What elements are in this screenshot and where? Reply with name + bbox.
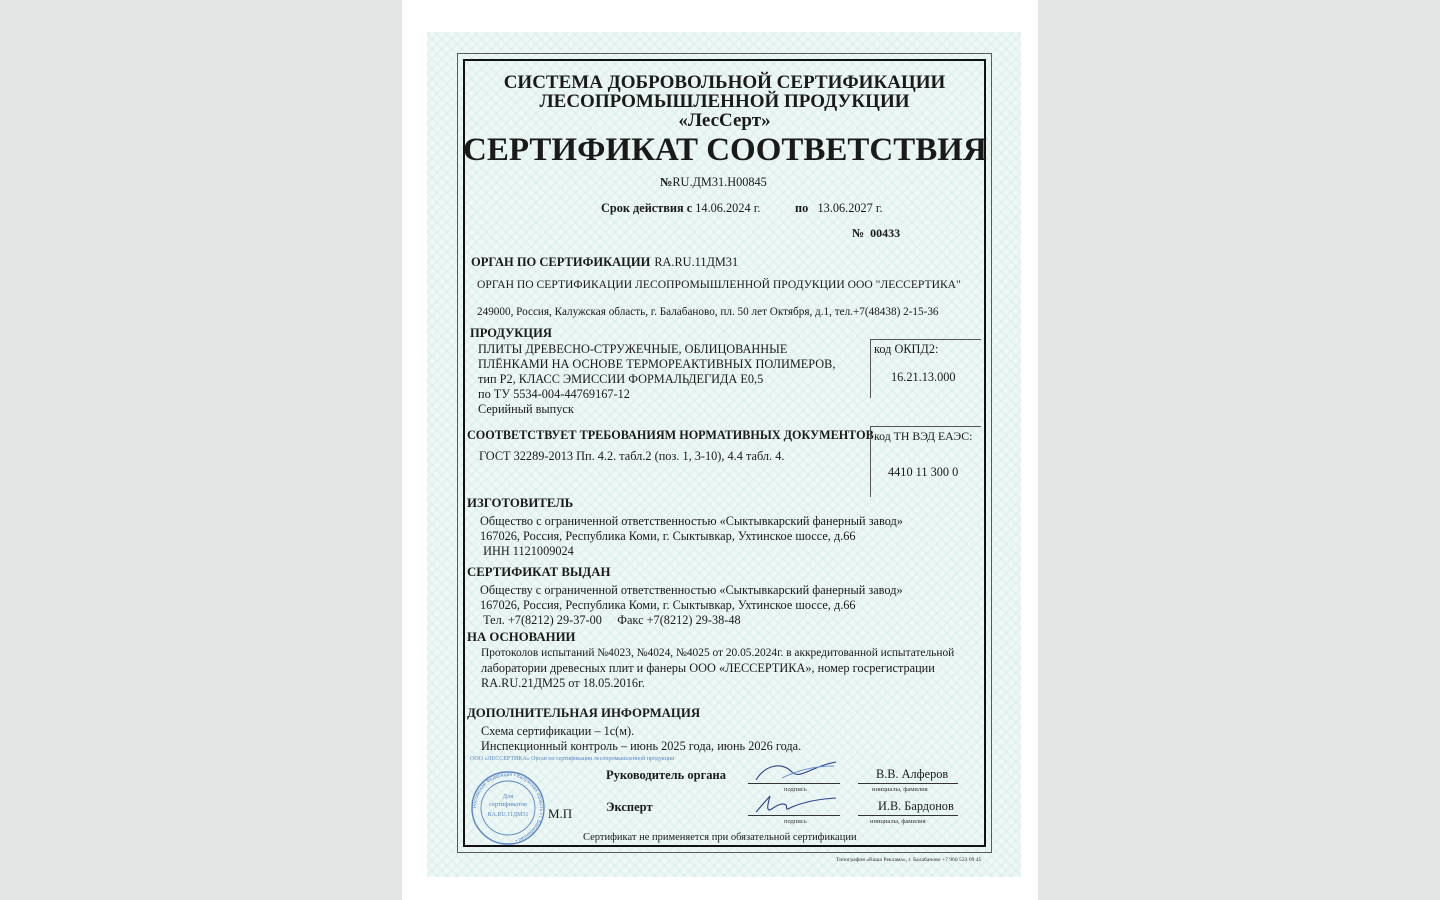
manufacturer-line: 167026, Россия, Республика Коми, г. Сыктывкар, Ухтинское шоссе, д.66 — [480, 529, 856, 543]
stamp-place-label: М.П — [548, 806, 573, 821]
certification-body-name: ОРГАН ПО СЕРТИФИКАЦИИ ЛЕСОПРОМЫШЛЕННОЙ ПРОДУКЦИИ ООО "ЛЕССЕРТИКА" — [477, 278, 961, 291]
additional-info-line: Схема сертификации – 1с(м). — [481, 724, 635, 738]
manufacturer-line: Общество с ограниченной ответственностью «Сыктывкарский фанерный завод» — [480, 514, 903, 528]
expert-signature-caption: подпись — [784, 818, 807, 825]
tnved-label: код ТН ВЭД ЕАЭС: — [874, 429, 973, 443]
system-title-line1: СИСТЕМА ДОБРОВОЛЬНОЙ СЕРТИФИКАЦИИ — [503, 72, 946, 93]
stamp-inner-text-line: ООО «ЛЕССЕРТИКА» Орган по сертификации лесопромышленной продукции — [470, 756, 675, 762]
valid-from: 14.06.2024 г. — [695, 201, 761, 215]
basis-line: RA.RU.21ДМ25 от 18.05.2016г. — [481, 676, 645, 690]
additional-info-line: Инспекционный контроль – июнь 2025 года, июнь 2026 года. — [481, 739, 802, 753]
certification-body-header — [471, 253, 738, 271]
printer-credit: Типография «Ваша Реклама», г. Балабаново +7 960 523 09 45 — [836, 857, 982, 863]
validity-to-label: по — [795, 201, 809, 215]
okpd-label: код ОКПД2: — [874, 342, 939, 356]
stamp-code: RA.RU.11ДМ31 — [487, 812, 529, 818]
expert-name: И.В. Бардонов — [878, 799, 954, 813]
issued-to-label: СЕРТИФИКАТ ВЫДАН — [467, 565, 611, 579]
compliance-text: ГОСТ 32289-2013 Пп. 4.2. табл.2 (поз. 1, 3-10), 4.4 табл. 4. — [479, 449, 785, 463]
validity-label: Срок действия с — [601, 201, 693, 215]
okpd-value: 16.21.13.000 — [891, 370, 956, 384]
form-number-value: 00433 — [870, 226, 901, 240]
certification-body-address: 249000, Россия, Калужская область, г. Балабаново, пл. 50 лет Октября, д.1, тел.+7(48438) 2-15-36 — [477, 306, 939, 318]
head-label: Руководитель органа — [606, 768, 726, 782]
head-signature-caption: подпись — [784, 786, 807, 793]
issued-to-line: Тел. +7(8212) 29-37-00 Факс +7(8212) 29-38-48 — [480, 613, 741, 627]
product-line: тип Р2, КЛАСС ЭМИССИИ ФОРМАЛЬДЕГИДА Е0,5 — [478, 372, 764, 386]
system-name: «ЛесСерт» — [678, 110, 771, 131]
issued-to-line: Обществу с ограниченной ответственностью «Сыктывкарский фанерный завод» — [480, 583, 903, 597]
expert-name-line — [858, 815, 958, 816]
head-name-line — [858, 783, 958, 784]
issued-to-line: 167026, Россия, Республика Коми, г. Сыктывкар, Ухтинское шоссе, д.66 — [480, 598, 856, 612]
validity-to — [795, 201, 883, 215]
tnved-value: 4410 11 300 0 — [888, 465, 959, 479]
basis-label: НА ОСНОВАНИИ — [467, 630, 576, 644]
stamp-center-text: Для сертификатов — [489, 793, 527, 808]
certificate-number — [660, 175, 767, 189]
compliance-label: СООТВЕТСТВУЕТ ТРЕБОВАНИЯМ НОРМАТИВНЫХ ДОКУМЕНТОВ — [467, 428, 874, 442]
product-line: ПЛЁНКАМИ НА ОСНОВЕ ТЕРМОРЕАКТИВНЫХ ПОЛИМЕРОВ, — [478, 357, 836, 371]
head-name: В.В. Алферов — [876, 767, 949, 781]
certification-body-code: RA.RU.11ДМ31 — [654, 255, 739, 269]
head-name-caption: инициалы, фамилия — [872, 786, 928, 793]
expert-signature-mark — [752, 794, 838, 814]
expert-name-caption: инициалы, фамилия — [870, 818, 926, 825]
system-title-line2: ЛЕСОПРОМЫШЛЕННОЙ ПРОДУКЦИИ — [539, 91, 910, 112]
product-line: по ТУ 5534-004-44769167-12 — [478, 387, 630, 401]
document-title: СЕРТИФИКАТ СООТВЕТСТВИЯ — [463, 132, 987, 168]
additional-info-label: ДОПОЛНИТЕЛЬНАЯ ИНФОРМАЦИЯ — [467, 706, 701, 720]
valid-to: 13.06.2027 г. — [817, 201, 883, 215]
expert-label: Эксперт — [606, 800, 653, 814]
product-label: ПРОДУКЦИЯ — [470, 326, 552, 340]
manufacturer-line: ИНН 1121009024 — [480, 544, 574, 558]
certificate-number-value: RU.ДМ31.Н00845 — [672, 175, 767, 189]
basis-line: лаборатории древесных плит и фанеры ООО «ЛЕССЕРТИКА», номер госрегистрации — [481, 661, 935, 675]
footer-note: Сертификат не применяется при обязательной сертификации — [583, 832, 857, 843]
number-sign: № — [660, 175, 673, 189]
form-number — [852, 226, 900, 240]
basis-line: Протоколов испытаний №4023, №4024, №4025 от 20.05.2024г. в аккредитованной испытательной — [481, 647, 955, 659]
head-signature-mark — [752, 760, 838, 782]
stamp-outer-text: Российская Федерация • Калужская область • г. Балабаново • — [471, 771, 545, 844]
certification-body-label: ОРГАН ПО СЕРТИФИКАЦИИ — [471, 255, 651, 269]
head-signature-line — [748, 783, 840, 784]
product-line: ПЛИТЫ ДРЕВЕСНО-СТРУЖЕЧНЫЕ, ОБЛИЦОВАННЫЕ — [478, 342, 788, 356]
manufacturer-label: ИЗГОТОВИТЕЛЬ — [467, 496, 574, 510]
form-number-sign: № — [852, 226, 865, 240]
expert-signature-line — [748, 815, 840, 816]
product-line: Серийный выпуск — [478, 402, 574, 416]
validity-period — [601, 201, 760, 215]
